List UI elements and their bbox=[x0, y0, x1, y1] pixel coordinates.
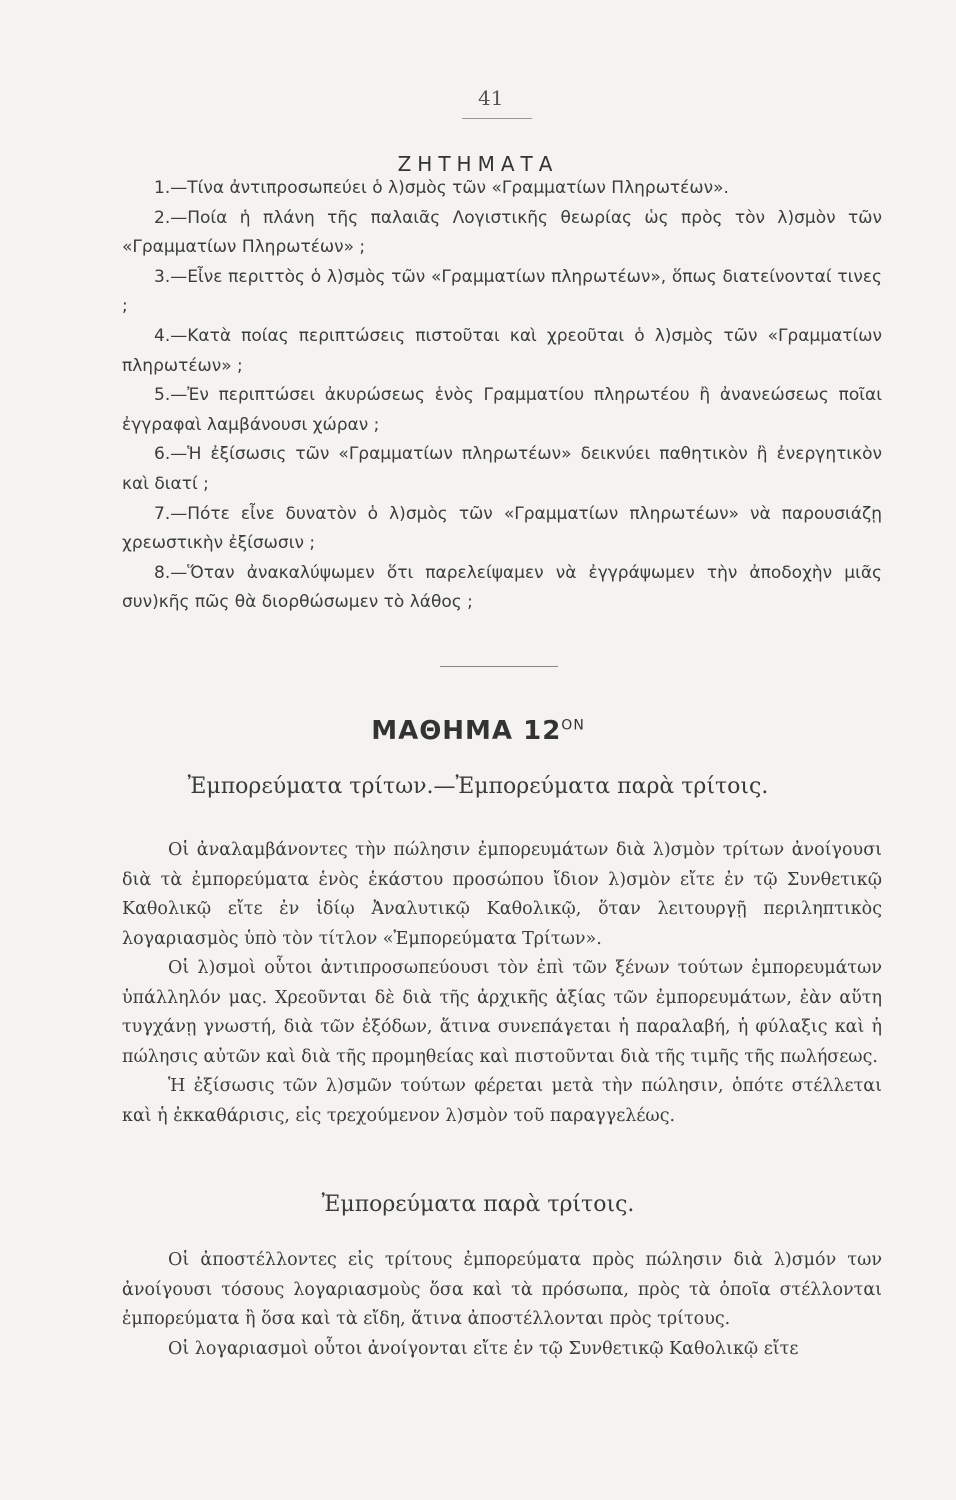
question-text: Πότε εἶνε δυνατὸν ὁ λ)σμὸς τῶν «Γραμματίων πληρωτέων» νὰ παρουσιάζῃ χρεωστικὴν ἐξίσωσιν ; bbox=[122, 503, 882, 554]
section-divider bbox=[440, 666, 558, 667]
question-item bbox=[122, 204, 882, 263]
paragraph: Οἱ ἀποστέλλοντες εἰς τρίτους ἐμπορεύματα πρὸς πώλησιν διὰ λ)σμόν των ἀνοίγουσι τόσους λογαριασμοὺς ὅσα καὶ τὰ πρόσωπα, πρὸς τὰ ὁποῖα στέλλονται ἐμπορεύματα ἢ ὅσα καὶ τὰ εἴδη, ἅτινα ἀποστέλλονται πρὸς τρίτους. bbox=[122, 1250, 882, 1329]
question-number: 2.— bbox=[154, 207, 188, 228]
question-text: Ποία ἡ πλάνη τῆς παλαιᾶς Λογιστικῆς θεωρίας ὡς πρὸς τὸν λ)σμὸν τῶν «Γραμματίων Πληρωτέων» ; bbox=[122, 207, 882, 258]
lesson-subtitle: Ἐμπορεύματα τρίτων.—Ἐμπορεύματα παρὰ τρίτοις. bbox=[187, 774, 769, 799]
question-item bbox=[122, 440, 882, 499]
question-number: 8.— bbox=[154, 562, 188, 583]
question-number: 6.— bbox=[154, 444, 188, 465]
question-item bbox=[122, 322, 882, 381]
page-number-rule bbox=[462, 118, 532, 119]
question-text: Ἐν περιπτώσει ἀκυρώσεως ἑνὸς Γραμματίου πληρωτέου ἢ ἀνανεώσεως ποῖαι ἐγγραφαὶ λαμβάνουσι χώραν ; bbox=[122, 385, 882, 435]
question-text: Ὅταν ἀνακαλύψωμεν ὅτι παρελείψαμεν νὰ ἐγγράψωμεν τὴν ἀποδοχὴν μιᾶς συν)κῆς πῶς θὰ διορθώσωμεν τὸ λάθος ; bbox=[122, 562, 882, 613]
question-item bbox=[122, 381, 882, 440]
page-number: 41 bbox=[478, 86, 504, 110]
question-number: 5.— bbox=[154, 385, 188, 406]
lesson-title-superscript: ΟΝ bbox=[561, 717, 585, 734]
question-text: Ἡ ἐξίσωσις τῶν «Γραμματίων πληρωτέων» δεικνύει παθητικὸν ἢ ἐνεργητικὸν καὶ διατί ; bbox=[122, 444, 882, 494]
question-text: Τίνα ἀντιπροσωπεύει ὁ λ)σμὸς τῶν «Γραμματίων Πληρωτέων». bbox=[187, 178, 729, 198]
question-text: Κατὰ ποίας περιπτώσεις πιστοῦται καὶ χρεοῦται ὁ λ)σμὸς τῶν «Γραμματίων πληρωτέων» ; bbox=[122, 325, 882, 376]
question-text: Εἶνε περιττὸς ὁ λ)σμὸς τῶν «Γραμματίων πληρωτέων», ὅπως διατείνονταί τινες ; bbox=[122, 266, 882, 317]
lesson-title bbox=[0, 716, 956, 746]
lesson-title-text: ΜΑΘΗΜΑ 12 bbox=[371, 716, 562, 746]
section-body bbox=[122, 836, 882, 1131]
question-number: 4.— bbox=[154, 325, 188, 346]
question-number: 3.— bbox=[154, 266, 188, 287]
question-item bbox=[122, 559, 882, 618]
section-body bbox=[122, 1246, 882, 1364]
question-item bbox=[122, 500, 882, 559]
questions-list bbox=[122, 174, 882, 618]
paragraph: Οἱ λογαριασμοὶ οὗτοι ἀνοίγονται εἴτε ἐν τῷ Συνθετικῷ Καθολικῷ εἴτε bbox=[168, 1338, 799, 1359]
question-item bbox=[122, 263, 882, 322]
question-item bbox=[122, 174, 882, 204]
paragraph: Οἱ ἀναλαμβάνοντες τὴν πώλησιν ἐμπορευμάτων διὰ λ)σμὸν τρίτων ἀνοίγουσι διὰ τὰ ἐμπορεύματα ἑνὸς ἑκάστου προσώπου ἴδιον λ)σμὸν εἴτε ἐν τῷ Συνθετικῷ Καθολικῷ εἴτε ἐν ἰδίῳ Ἀναλυτικῷ Καθολικῷ, ὅταν λειτουργῇ περιληπτικὸς λογαριασμὸς ὑπὸ τὸν τίτλον «Ἐμπορεύματα Τρίτων». bbox=[122, 840, 882, 949]
question-number: 1.— bbox=[154, 178, 188, 198]
paragraph: Οἱ λ)σμοὶ οὗτοι ἀντιπροσωπεύουσι τὸν ἐπὶ τῶν ξένων τούτων ἐμπορευμάτων ὑπάλληλόν μας. Χρεοῦνται δὲ διὰ τῆς ἀρχικῆς ἀξίας τῶν ἐμπορευμάτων, ἐὰν αὕτη τυγχάνῃ γνωστή, διὰ τῶν ἐξόδων, ἅτινα συνεπάγεται ἡ παραλαβή, ἡ φύλαξις καὶ ἡ πώλησις αὐτῶν καὶ διὰ τῆς προμηθείας καὶ πιστοῦνται διὰ τῆς τιμῆς τῆς πωλήσεως. bbox=[122, 958, 882, 1067]
section-heading: Ἐμπορεύματα παρὰ τρίτοις. bbox=[321, 1192, 635, 1217]
paragraph: Ἡ ἐξίσωσις τῶν λ)σμῶν τούτων φέρεται μετὰ τὴν πώλησιν, ὁπότε στέλλεται καὶ ἡ ἐκκαθάρισις, εἰς τρεχούμενον λ)σμὸν τοῦ παραγγελέως. bbox=[122, 1076, 882, 1126]
question-number: 7.— bbox=[154, 503, 188, 524]
questions-heading: ΖΗΤΗΜΑΤΑ bbox=[397, 152, 559, 176]
